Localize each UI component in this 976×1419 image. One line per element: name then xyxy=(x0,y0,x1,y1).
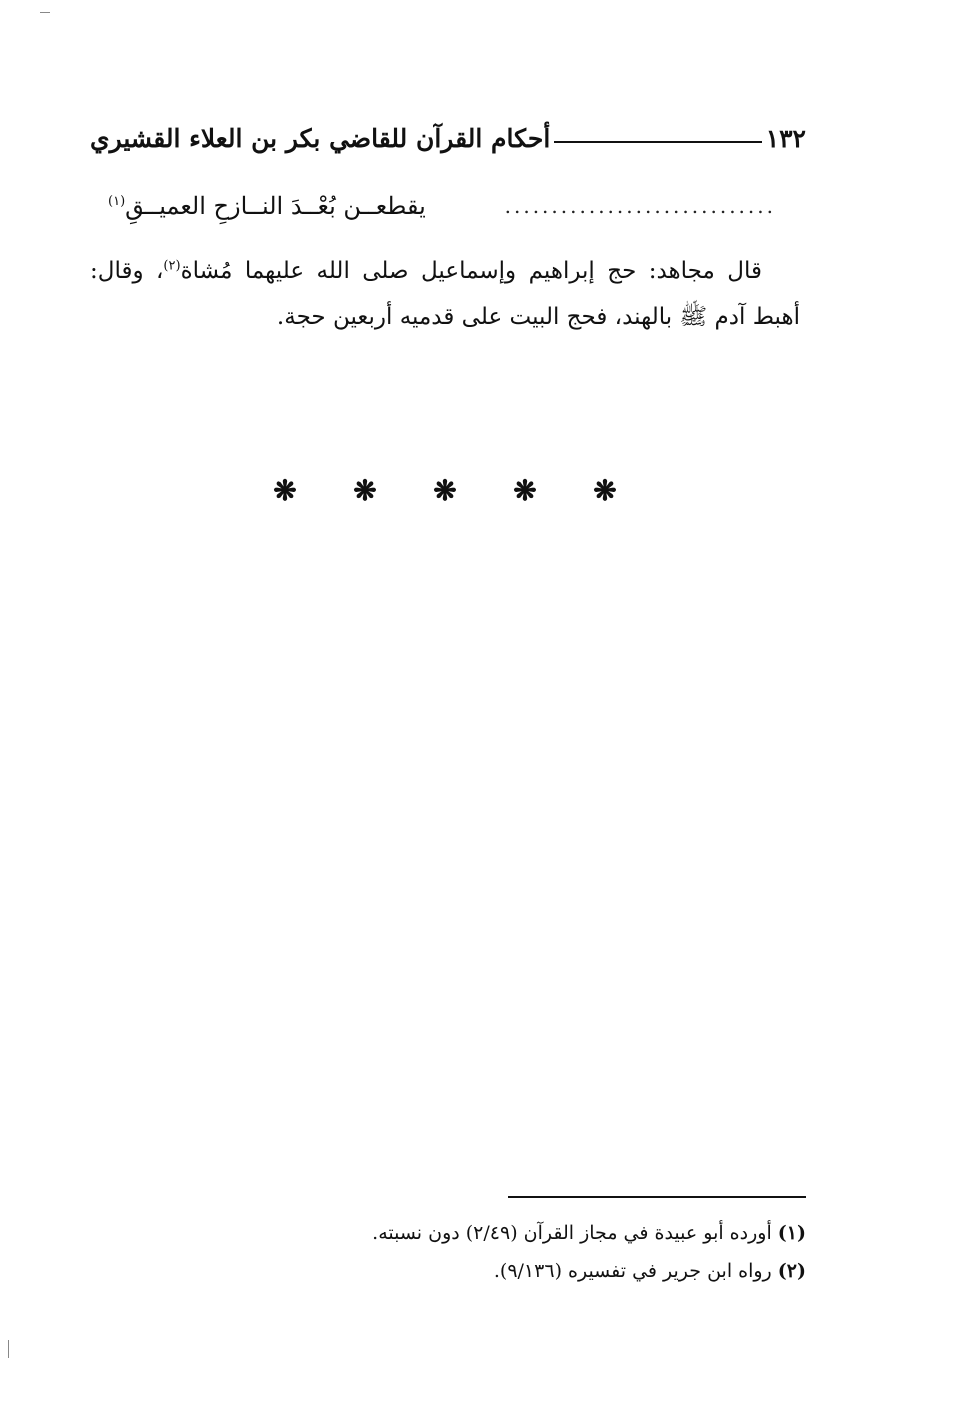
scan-speck xyxy=(40,12,50,13)
footnote-1 xyxy=(200,1214,806,1252)
paragraph-text-1a: قال مجاهد: حج إبراهيم وإسماعيل صلى الله عليهما مُشاة xyxy=(180,258,762,284)
body-paragraph xyxy=(90,248,800,340)
book-title: أحكام القرآن للقاضي بكر بن العلاء القشيري xyxy=(90,123,551,153)
footnote-text: أورده أبو عبيدة في مجاز القرآن (٢/٤٩) دون نسبته. xyxy=(372,1222,772,1244)
running-header xyxy=(90,118,806,158)
footnote-ref-2: (٢) xyxy=(163,258,181,274)
separator-star-icon: ❋ xyxy=(273,473,297,507)
verse-hemistich xyxy=(108,192,426,220)
verse-line xyxy=(108,184,776,228)
footnotes xyxy=(200,1214,806,1290)
paragraph-line-1 xyxy=(90,248,800,294)
separator-star-icon: ❋ xyxy=(433,473,457,507)
separator-star-icon: ❋ xyxy=(513,473,537,507)
scan-speck xyxy=(8,1340,9,1358)
footnote-ref-1: (١) xyxy=(108,194,126,209)
separator-star-icon: ❋ xyxy=(353,473,377,507)
section-separator xyxy=(270,470,620,510)
paragraph-line-2: أهبط آدم ﷺ بالهند، فحج البيت على قدميه أربعين حجة. xyxy=(276,304,800,330)
verse-ellipsis: ............................. xyxy=(504,194,776,218)
page-number: ١٣٢ xyxy=(765,123,806,153)
verse-text: يقطعــن بُعْــدَ النــازحِ العميــقِ xyxy=(125,192,426,220)
header-rule xyxy=(554,141,761,143)
footnote-2 xyxy=(200,1252,806,1290)
separator-star-icon: ❋ xyxy=(593,473,617,507)
footnote-rule xyxy=(508,1196,806,1198)
footnote-number: (٢) xyxy=(777,1260,806,1282)
footnote-number: (١) xyxy=(777,1222,806,1244)
paragraph-text-1b: ، وقال: xyxy=(90,258,164,284)
footnote-text: رواه ابن جرير في تفسيره (٩/١٣٦). xyxy=(493,1260,772,1282)
